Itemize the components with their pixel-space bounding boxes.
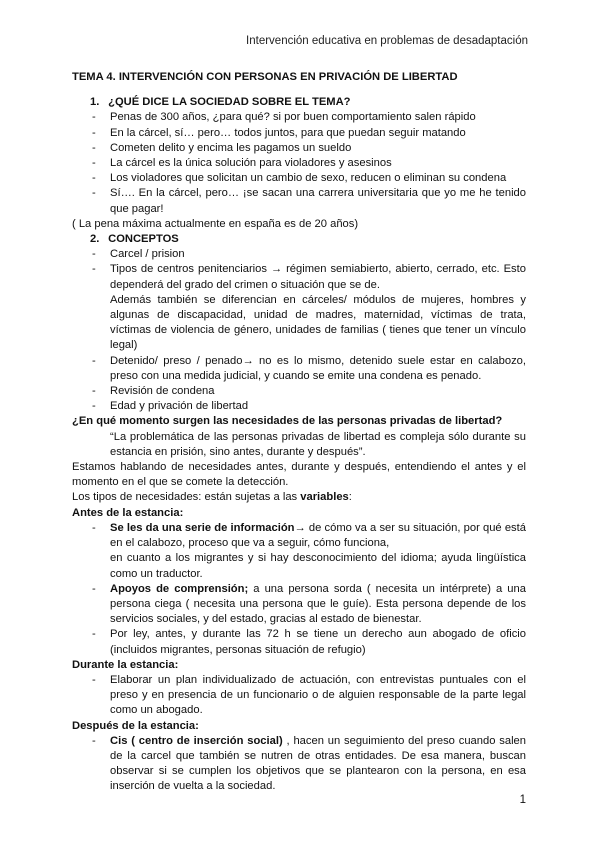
list-item [90,582,526,628]
section-2-number: 2. [90,233,100,246]
section-2-list [72,247,526,293]
list-item: - Detenido/ preso / penado→ no es lo mismo, detenido suele estar en calabozo, preso con una medida judicial, y cuando se emite una condena es penado. [90,354,526,384]
section-1-list [72,110,526,216]
item-text: a una persona sorda ( necesita un intérprete) a una persona ciega ( necesita una persona que le guíe). Esta persona depende de los servicios sociales, y del estado, gracias al estado de bienestar. [110,582,526,626]
list-item: - Tipos de centros penitenciarios → régimen semiabierto, abierto, cerrado, etc. Esto dependerá del grado del crimen o situación que se de. [90,262,526,292]
item-bold-lead: Se les da una serie de información [110,521,295,534]
item-text: → de cómo va a ser su situación, por qué está en el calabozo, proceso que va a seguir, cómo funciona, [110,521,526,550]
durante-list [72,673,526,719]
section-1-note: ( La pena máxima actualmente en españa es de 20 años) [72,217,359,230]
durante-heading: Durante la estancia: [72,658,179,671]
list-item: - La cárcel es la única solución para violadores y asesinos [90,156,526,171]
list-item: - En la cárcel, sí… pero… todos juntos, para que puedan seguir matando [90,126,526,141]
list-item: - Los violadores que solicitan un cambio de sexo, reducen o eliminan su condena [90,171,526,186]
antes-heading: Antes de la estancia: [72,506,184,519]
section-2-heading [72,232,526,247]
list-item: - Carcel / prision [90,247,526,262]
needs-types-paragraph [72,490,526,505]
page-number: 1 [519,793,526,806]
item-bold-lead: Cis ( centro de inserción social) [110,734,283,747]
list-item: - Elaborar un plan individualizado de actuación, con entrevistas puntuales con el preso y en presencia de un funcionario o de alguien responsable de la parte legal como un abogado. [90,673,526,719]
list-item: - Por ley, antes, y durante las 72 h se tiene un derecho aun abogado de oficio (incluidos migrantes, personas situación de refugio) [90,627,526,657]
section-1-heading [72,95,526,110]
item-text: , hacen un seguimiento del preso cuando salen de la carcel que también se nutren de otras entidades. De esa manera, buscan observar si se cumplen los objetivos que se plantearon con la persona, en esa inserción de vuelta a la sociedad. [110,734,526,793]
section-2-title: CONCEPTOS [108,233,179,246]
item-bold-lead: Apoyos de comprensión; [110,582,249,595]
doc-title: TEMA 4. INTERVENCIÓN CON PERSONAS EN PRIVACIÓN DE LIBERTAD [72,71,458,83]
list-item: - Cometen delito y encima les pagamos un sueldo [90,141,526,156]
section-2-item-continuation: Además también se diferencian en cárceles/ módulos de mujeres, hombres y algunas de discapacidad, unidad de madres, maternidad, víctimas de trata, víctimas de violencia de género, unidades de familias ( tienes que tener un vínculo legal) [110,293,526,352]
section-1-title: ¿QUÉ DICE LA SOCIEDAD SOBRE EL TEMA? [108,96,351,109]
list-item: - Penas de 300 años, ¿para qué? si por buen comportamiento salen rápido [90,110,526,125]
needs-quote: “La problemática de las personas privadas de libertad es compleja sólo durante su estancia en prisión, sino antes, durante y después”. [110,430,526,458]
antes-list [72,521,526,551]
list-item [90,734,526,795]
document-body [72,68,526,795]
needs-paragraph: Estamos hablando de necesidades antes, durante y después, entendiendo el antes y el momento en el que se comete la detección. [72,461,526,489]
section-1-number: 1. [90,96,100,109]
antes-list-rest [72,582,526,658]
despues-heading: Después de la estancia: [72,719,199,732]
needs-types-colon: : [348,491,352,504]
list-item: - Edad y privación de libertad [90,399,526,414]
needs-question-heading: ¿En qué momento surgen las necesidades de las personas privadas de libertad? [72,415,503,428]
list-item: - Sí…. En la cárcel, pero… ¡se sacan una carrera universitaria que yo me he tenido que pagar! [90,186,526,216]
section-2-list-rest [72,354,526,415]
running-header: Intervención educativa en problemas de desadaptación [246,35,528,47]
list-item [90,521,526,551]
variables-term: variables [300,491,349,504]
despues-list [72,734,526,795]
needs-types-text: Los tipos de necesidades: están sujetas a las [72,491,301,504]
list-item: - Revisión de condena [90,384,526,399]
antes-item-continuation: en cuanto a los migrantes y si hay desconocimiento del idioma; ayuda lingüística como un traductor. [110,552,526,580]
